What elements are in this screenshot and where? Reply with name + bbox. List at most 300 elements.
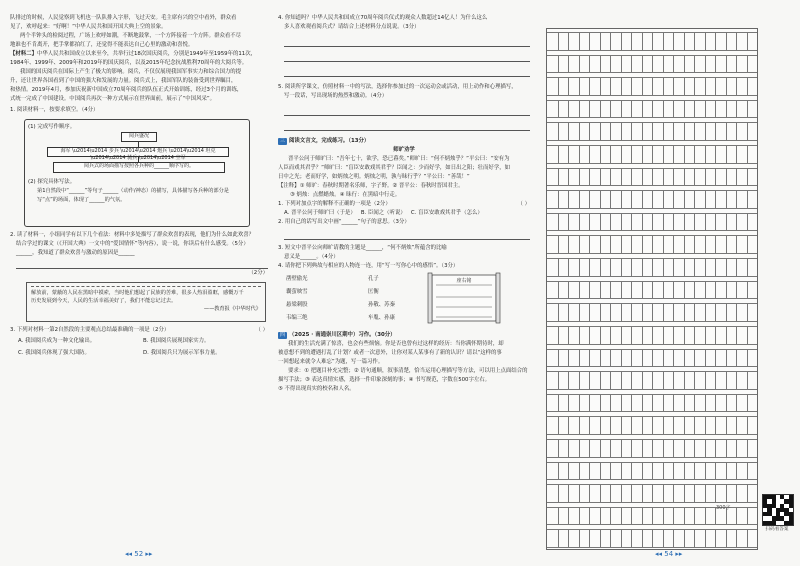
question-3-options [10, 335, 268, 359]
grid-cell-divider [579, 259, 580, 276]
option-a[interactable]: A. 我国阅兵成为一种文化输出。 [18, 338, 96, 344]
flow-top-box: 阅兵盛况 [121, 132, 157, 142]
grid-cell-divider [736, 123, 737, 140]
grid-cell-divider [558, 123, 559, 140]
pair-left-item[interactable]: 囊萤映雪 [286, 289, 308, 295]
qr-code[interactable] [762, 494, 794, 526]
grid-cell-divider [589, 395, 590, 412]
grid-cell-divider [652, 56, 653, 73]
grid-cell-divider [610, 440, 611, 457]
grid-cell-divider [705, 350, 706, 367]
grid-cell-divider [694, 372, 695, 389]
grid-row [547, 122, 757, 141]
grid-cell-divider [694, 350, 695, 367]
classic-q4: 4. 请你把下列典故与相应的人物连一连，用“写一写你心中的感悟”。（3分） [278, 263, 459, 269]
composition-grid[interactable] [546, 28, 758, 550]
grid-cell-divider [621, 101, 622, 118]
grid-cell-divider [589, 78, 590, 95]
grid-cell-divider [747, 485, 748, 502]
grid-cell-divider [621, 508, 622, 525]
grid-cell-divider [652, 146, 653, 163]
grid-cell-divider [621, 350, 622, 367]
grid-cell-divider [747, 236, 748, 253]
option-b[interactable]: B. 我国阅兵展现国家实力。 [143, 338, 210, 344]
question-4-line: 多人喜欢观看阅兵式？请结合上述材料分点说说。（3分） [284, 24, 420, 30]
grid-cell-divider [715, 463, 716, 480]
grid-cell-divider [589, 123, 590, 140]
classic-q1: 1. 下列对加点字的解释不正确的一项是（2分） [278, 201, 391, 207]
grid-cell-divider [631, 169, 632, 186]
grid-cell-divider [642, 395, 643, 412]
grid-cell-divider [705, 146, 706, 163]
answer-line[interactable] [284, 105, 530, 116]
grid-cell-divider [705, 282, 706, 299]
pair-right-item[interactable]: 孙敬、苏秦 [368, 302, 395, 308]
grid-cell-divider [579, 123, 580, 140]
grid-cell-divider [610, 304, 611, 321]
grid-cell-divider [558, 463, 559, 480]
grid-row [547, 349, 757, 368]
grid-cell-divider [589, 372, 590, 389]
grid-cell-divider [621, 56, 622, 73]
grid-cell-divider [736, 372, 737, 389]
grid-row [547, 303, 757, 322]
grid-cell-divider [589, 56, 590, 73]
grid-cell-divider [600, 304, 601, 321]
grid-row [547, 235, 757, 254]
grid-cell-divider [579, 463, 580, 480]
grid-cell-divider [589, 236, 590, 253]
grid-cell-divider [568, 56, 569, 73]
grid-cell-divider [726, 259, 727, 276]
option-b[interactable]: B. 臣闻之（听说） [360, 210, 406, 216]
grid-cell-divider [568, 236, 569, 253]
grid-cell-divider [694, 214, 695, 231]
scroll-title: 座右铭 [456, 278, 472, 284]
grid-cell-divider [684, 395, 685, 412]
grid-cell-divider [663, 259, 664, 276]
grid-cell-divider [642, 101, 643, 118]
grid-cell-divider [715, 440, 716, 457]
grid-row [547, 77, 757, 96]
grid-cell-divider [631, 56, 632, 73]
pair-left-item[interactable]: 凿壁偷光 [286, 276, 308, 282]
grid-cell-divider [694, 304, 695, 321]
grid-cell-divider [663, 440, 664, 457]
grid-cell-divider [642, 440, 643, 457]
grid-cell-divider [684, 440, 685, 457]
grid-row [547, 462, 757, 481]
grid-cell-divider [663, 350, 664, 367]
classic-line: 人臣而戏其君乎？”师旷曰：“盲臣安敢戏其君乎？臣闻之：少而好学，如日出之阳；壮而好学，如 [278, 165, 510, 171]
grid-cell-divider [568, 191, 569, 208]
option-a[interactable]: A. 晋平公问于师旷曰（于是） [284, 210, 356, 216]
qr-label: 扫码看答案 [765, 527, 789, 532]
grid-cell-divider [726, 372, 727, 389]
grid-cell-divider [747, 395, 748, 412]
grid-cell-divider [736, 146, 737, 163]
grid-cell-divider [747, 350, 748, 367]
grid-cell-divider [642, 530, 643, 547]
grid-cell-divider [642, 123, 643, 140]
qr-module [789, 504, 793, 508]
grid-cell-divider [705, 169, 706, 186]
grid-cell-divider [673, 530, 674, 547]
grid-cell-divider [631, 508, 632, 525]
grid-cell-divider [673, 395, 674, 412]
grid-row [547, 394, 757, 413]
grid-cell-divider [684, 56, 685, 73]
grid-cell-divider [747, 327, 748, 344]
grid-cell-divider [705, 530, 706, 547]
grid-cell-divider [705, 304, 706, 321]
grid-cell-divider [715, 33, 716, 50]
grid-cell-divider [684, 169, 685, 186]
grid-cell-divider [715, 530, 716, 547]
grid-cell-divider [600, 33, 601, 50]
grid-cell-divider [621, 440, 622, 457]
grid-cell-divider [736, 327, 737, 344]
grid-cell-divider [631, 485, 632, 502]
grid-cell-divider [631, 214, 632, 231]
grid-cell-divider [600, 350, 601, 367]
grid-cell-divider [705, 372, 706, 389]
grid-cell-divider [705, 327, 706, 344]
grid-cell-divider [558, 282, 559, 299]
grid-cell-divider [705, 485, 706, 502]
q1-sub2-text: 第1自然段中“______”等句子______（动作/神态）的描写，具体描写各兵种的部分是写“点”的场面，体现了______的气氛。 [37, 188, 229, 203]
grid-cell-divider [558, 169, 559, 186]
grid-cell-divider [642, 146, 643, 163]
page-number-right: ◂◂ 54 ▸▸ [655, 550, 683, 558]
grid-cell-divider [684, 372, 685, 389]
grid-cell-divider [663, 78, 664, 95]
answer-line[interactable] [284, 229, 530, 240]
grid-cell-divider [652, 485, 653, 502]
grid-cell-divider [642, 259, 643, 276]
grid-cell-divider [579, 350, 580, 367]
grid-cell-divider [579, 56, 580, 73]
grid-cell-divider [589, 259, 590, 276]
pairs-left [286, 273, 308, 325]
grid-cell-divider [621, 304, 622, 321]
grid-cell-divider [694, 530, 695, 547]
grid-cell-divider [673, 350, 674, 367]
grid-cell-divider [694, 78, 695, 95]
question-3: 3. 下列对材料一第2自然段的主要观点总结最准确的一项是（2分） [10, 327, 170, 333]
grid-cell-divider [673, 372, 674, 389]
grid-cell-divider [621, 236, 622, 253]
pair-right-item[interactable]: 车胤、孙康 [368, 315, 395, 321]
grid-cell-divider [558, 236, 559, 253]
intro-line: 队排过的时候，人民觉察到飞机也一队队排入字形，飞过天安。毛主席有兴的空中看外，群众看 [10, 15, 237, 21]
grid-cell-divider [663, 395, 664, 412]
grid-cell-divider [736, 508, 737, 525]
grid-row [547, 439, 757, 458]
grid-cell-divider [589, 169, 590, 186]
grid-cell-divider [579, 282, 580, 299]
grid-cell-divider [579, 372, 580, 389]
grid-cell-divider [736, 33, 737, 50]
grid-cell-divider [558, 78, 559, 95]
grid-cell-divider [747, 101, 748, 118]
material2-line: 1984年、1999年、2009年和2019年的国庆阅兵，以及2015年纪念抗战胜利70周年的大阅兵等。 [10, 60, 248, 66]
material2-line: 升，还让世界各国看到了中国的强大和发展的力量。阅兵式上，我国军队的装备受到世界瞩目， [10, 78, 237, 84]
grid-cell-divider [610, 259, 611, 276]
grid-cell-divider [736, 78, 737, 95]
quote-divider [31, 286, 261, 287]
grid-cell-divider [568, 146, 569, 163]
grid-cell-divider [684, 327, 685, 344]
grid-row [547, 145, 757, 164]
question-5-line: 写一段话，写出现场的热烈和激动。（4分） [284, 93, 388, 99]
grid-cell-divider [684, 350, 685, 367]
answer-line[interactable] [16, 258, 268, 269]
essay-line: 我们的生活充满了惊喜，也会有些烦恼。你是否也曾有过这样的经历：当你满怀期待时，却 [288, 341, 504, 347]
grid-cell-divider [600, 530, 601, 547]
grid-cell-divider [684, 101, 685, 118]
grid-cell-divider [652, 372, 653, 389]
grid-cell-divider [558, 304, 559, 321]
grid-cell-divider [610, 191, 611, 208]
grid-cell-divider [600, 417, 601, 434]
grid-cell-divider [726, 191, 727, 208]
grid-cell-divider [663, 123, 664, 140]
grid-cell-divider [642, 508, 643, 525]
grid-cell-divider [726, 417, 727, 434]
grid-cell-divider [652, 191, 653, 208]
intro-line: 地谁也不肯离开，把手掌都拍红了，还觉得不能表达自己心里的激动和喜悦。 [10, 42, 194, 48]
grid-cell-divider [621, 372, 622, 389]
grid-cell-divider [736, 440, 737, 457]
grid-cell-divider [726, 530, 727, 547]
grid-cell-divider [726, 395, 727, 412]
grid-cell-divider [715, 191, 716, 208]
option-d[interactable]: D. 我国阅兵只为展示军事力量。 [143, 350, 221, 356]
answer-line[interactable] [284, 66, 530, 77]
grid-cell-divider [579, 485, 580, 502]
pair-right-item[interactable]: 孔子 [368, 276, 379, 282]
section-title: 阅读文言文，完成练习。（13分） [289, 138, 370, 144]
grid-cell-divider [621, 78, 622, 95]
grid-cell-divider [579, 169, 580, 186]
grid-cell-divider [673, 259, 674, 276]
grid-cell-divider [568, 395, 569, 412]
flow-row-box: 海军 \u2014\u2014 步兵 \u2014\u2014 炮兵 \u2014\u2014 坦克 \u2014\u2014 骑兵 \u2014\u2014 空军 [47, 147, 229, 157]
grid-cell-divider [558, 372, 559, 389]
grid-cell-divider [715, 259, 716, 276]
grid-cell-divider [705, 123, 706, 140]
grid-cell-divider [747, 463, 748, 480]
grid-cell-divider [610, 33, 611, 50]
grid-row [547, 529, 757, 548]
grid-cell-divider [621, 169, 622, 186]
grid-cell-divider [705, 259, 706, 276]
grid-cell-divider [652, 417, 653, 434]
grid-cell-divider [589, 282, 590, 299]
grid-cell-divider [610, 236, 611, 253]
grid-cell-divider [694, 395, 695, 412]
grid-cell-divider [747, 33, 748, 50]
grid-cell-divider [684, 191, 685, 208]
grid-cell-divider [621, 191, 622, 208]
answer-line[interactable] [284, 120, 530, 131]
grid-cell-divider [631, 101, 632, 118]
grid-cell-divider [558, 214, 559, 231]
quote-source: ——教育报《中华时代》 [203, 306, 261, 312]
grid-cell-divider [705, 33, 706, 50]
grid-cell-divider [747, 282, 748, 299]
grid-cell-divider [673, 304, 674, 321]
grid-cell-divider [694, 508, 695, 525]
grid-cell-divider [726, 101, 727, 118]
grid-cell-divider [589, 508, 590, 525]
grid-cell-divider [621, 530, 622, 547]
grid-cell-divider [652, 259, 653, 276]
grid-cell-divider [726, 463, 727, 480]
material2-line: 中华人民共和国成立以来至今，共举行过18次国庆阅兵，分别是1949年至1959年的11次， [36, 51, 257, 57]
pair-right-item[interactable]: 匡衡 [368, 289, 379, 295]
grid-cell-divider [705, 236, 706, 253]
grid-cell-divider [726, 282, 727, 299]
grid-cell-divider [589, 485, 590, 502]
grid-cell-divider [747, 440, 748, 457]
note-line: 【注释】① 师旷：春秋时期著名乐师，字子野。② 晋平公：春秋时晋国君主。 [278, 183, 464, 189]
q1-answer-box [24, 119, 250, 227]
grid-cell-divider [589, 440, 590, 457]
qr-module [789, 521, 793, 525]
q1-sub1-label: (1) 完成写作顺序。 [28, 124, 76, 130]
grid-cell-divider [673, 236, 674, 253]
grid-cell-divider [726, 33, 727, 50]
grid-cell-divider [726, 485, 727, 502]
grid-cell-divider [589, 463, 590, 480]
grid-cell-divider [652, 169, 653, 186]
grid-cell-divider [684, 78, 685, 95]
grid-cell-divider [610, 530, 611, 547]
essay-req: ⑤ 不得出现真实的校名和人名。 [278, 386, 355, 392]
grid-cell-divider [673, 214, 674, 231]
classic-q1-paren: （ ） [517, 201, 530, 207]
grid-cell-divider [579, 395, 580, 412]
grid-cell-divider [558, 508, 559, 525]
middle-page [278, 14, 530, 394]
grid-cell-divider [579, 236, 580, 253]
grid-cell-divider [621, 485, 622, 502]
grid-cell-divider [726, 169, 727, 186]
option-c[interactable]: C. 盲臣安敢戏其君乎（怎么） [410, 210, 483, 216]
grid-cell-divider [558, 530, 559, 547]
essay-tag: 四 [280, 332, 286, 338]
grid-cell-divider [736, 169, 737, 186]
grid-cell-divider [631, 417, 632, 434]
grid-cell-divider [600, 282, 601, 299]
grid-cell-divider [694, 327, 695, 344]
flow-item: 海军 [60, 148, 71, 154]
grid-cell-divider [747, 372, 748, 389]
flow-item: 步兵 [108, 148, 119, 154]
grid-cell-divider [715, 417, 716, 434]
classic-q3-line: 意义是______。（4分） [284, 254, 339, 260]
grid-cell-divider [694, 101, 695, 118]
grid-cell-divider [621, 214, 622, 231]
material2-title: 【材料二】 [10, 51, 37, 57]
grid-cell-divider [715, 350, 716, 367]
grid-cell-divider [600, 78, 601, 95]
grid-cell-divider [715, 214, 716, 231]
grid-cell-divider [715, 123, 716, 140]
classic-line: 晋平公问于师旷曰：“吾年七十，欲学，恐已暮矣。”师旷曰：“何不炳烛乎？”平公曰：“安有为 [288, 156, 510, 162]
pair-left-item[interactable]: 悬梁刺股 [286, 302, 308, 308]
grid-cell-divider [642, 417, 643, 434]
grid-cell-divider [736, 463, 737, 480]
grid-cell-divider [621, 463, 622, 480]
grid-cell-divider [631, 191, 632, 208]
grid-cell-divider [684, 530, 685, 547]
pair-left-item[interactable]: 韦编三绝 [286, 315, 308, 321]
grid-cell-divider [684, 236, 685, 253]
flow-item: 坦克 [205, 148, 216, 154]
material2-line: 我国的国庆阅兵在国际上产生了极大的影响。阅兵，不仅仅展现我国军事实力和综合国力的提 [20, 69, 242, 75]
material2-line: 和热情。2019年4月，参加庆祝新中国成立70周年阅兵的队伍正式开始训练，经过3个月的训练， [10, 87, 243, 93]
grid-cell-divider [642, 78, 643, 95]
grid-cell-divider [673, 191, 674, 208]
grid-cell-divider [736, 56, 737, 73]
option-c[interactable]: C. 我国阅兵体现了强大国防。 [18, 350, 90, 356]
grid-cell-divider [642, 485, 643, 502]
grid-cell-divider [673, 440, 674, 457]
question-1: 1. 阅读材料一，按要求填空。（4分） [10, 107, 99, 113]
grid-cell-divider [642, 56, 643, 73]
grid-cell-divider [673, 146, 674, 163]
grid-cell-divider [726, 78, 727, 95]
grid-cell-divider [663, 417, 664, 434]
grid-cell-divider [642, 282, 643, 299]
grid-cell-divider [652, 350, 653, 367]
grid-cell-divider [673, 485, 674, 502]
grid-cell-divider [715, 395, 716, 412]
grid-cell-divider [663, 191, 664, 208]
grid-cell-divider [568, 78, 569, 95]
grid-cell-divider [673, 101, 674, 118]
grid-cell-divider [736, 395, 737, 412]
grid-cell-divider [663, 146, 664, 163]
grid-cell-divider [663, 372, 664, 389]
grid-cell-divider [568, 214, 569, 231]
grid-cell-divider [684, 33, 685, 50]
grid-cell-divider [600, 259, 601, 276]
grid-cell-divider [736, 214, 737, 231]
grid-cell-divider [694, 417, 695, 434]
grid-cell-divider [610, 417, 611, 434]
grid-cell-divider [600, 191, 601, 208]
grid-cell-divider [694, 440, 695, 457]
grid-cell-divider [610, 463, 611, 480]
classic-q2: 2. 用自己的话写出文中画“______”句子的意思。（3分） [278, 219, 410, 225]
grid-cell-divider [705, 101, 706, 118]
grid-cell-divider [610, 508, 611, 525]
grid-cell-divider [621, 282, 622, 299]
grid-cell-divider [652, 327, 653, 344]
answer-line[interactable] [284, 36, 530, 47]
grid-cell-divider [726, 56, 727, 73]
grid-cell-divider [589, 33, 590, 50]
grid-cell-divider [694, 282, 695, 299]
intro-line: 见了，欢呼起来：“好啊！”中华人民共和国开国大典上空的景象。 [10, 24, 167, 30]
grid-cell-divider [631, 78, 632, 95]
grid-cell-divider [568, 508, 569, 525]
answer-line[interactable] [284, 51, 530, 62]
